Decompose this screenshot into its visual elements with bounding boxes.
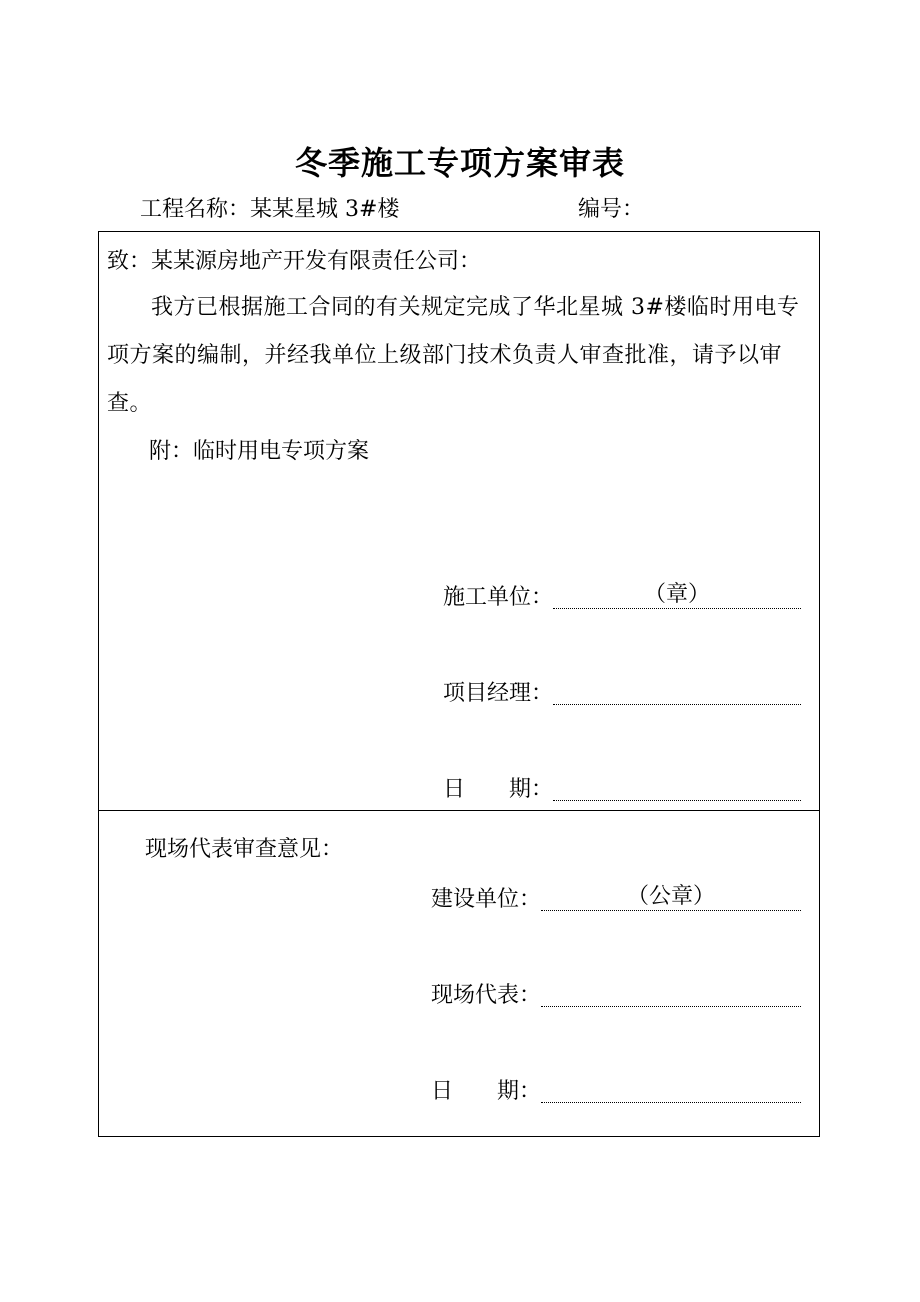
review-opinion-label: 现场代表审查意见：: [145, 837, 344, 862]
submission-body: 我方已根据施工合同的有关规定完成了华北星城 3#楼临时用电专项方案的编制，并经我单位上级部门技术负责人审查批准，请予以审查。: [107, 295, 800, 416]
site-rep-field[interactable]: [541, 980, 801, 1007]
site-rep-row: [431, 978, 801, 1009]
owner-date-field[interactable]: [541, 1076, 801, 1103]
site-rep-label: 现场代表：: [431, 983, 542, 1008]
contractor-stamp-placeholder: （章）: [644, 582, 711, 607]
project-manager-row: [443, 676, 801, 707]
contractor-date-label: 日 期：: [443, 777, 554, 802]
owner-date-row: [431, 1074, 801, 1105]
owner-unit-row: [431, 882, 801, 913]
review-form: [98, 231, 820, 1137]
project-name: 工程名称：某某星城 3#楼: [140, 197, 400, 222]
project-manager-label: 项目经理：: [443, 681, 554, 706]
owner-unit-field[interactable]: [541, 884, 801, 911]
contractor-date-row: [443, 772, 801, 803]
document-title: 冬季施工专项方案审表: [294, 144, 625, 182]
section-divider: [99, 810, 819, 811]
contractor-unit-label: 施工单位：: [443, 585, 554, 610]
contractor-unit-row: [443, 580, 801, 611]
owner-date-label: 日 期：: [431, 1079, 542, 1104]
contractor-date-field[interactable]: [553, 774, 801, 801]
document-number-label: 编号：: [578, 197, 645, 222]
project-manager-field[interactable]: [553, 678, 801, 705]
addressee: 致：某某源房地产开发有限责任公司：: [107, 249, 482, 274]
contractor-unit-field[interactable]: [553, 582, 801, 609]
owner-stamp-placeholder: （公章）: [627, 884, 716, 909]
attachment-note: 附：临时用电专项方案: [149, 439, 370, 464]
owner-unit-label: 建设单位：: [431, 887, 542, 912]
